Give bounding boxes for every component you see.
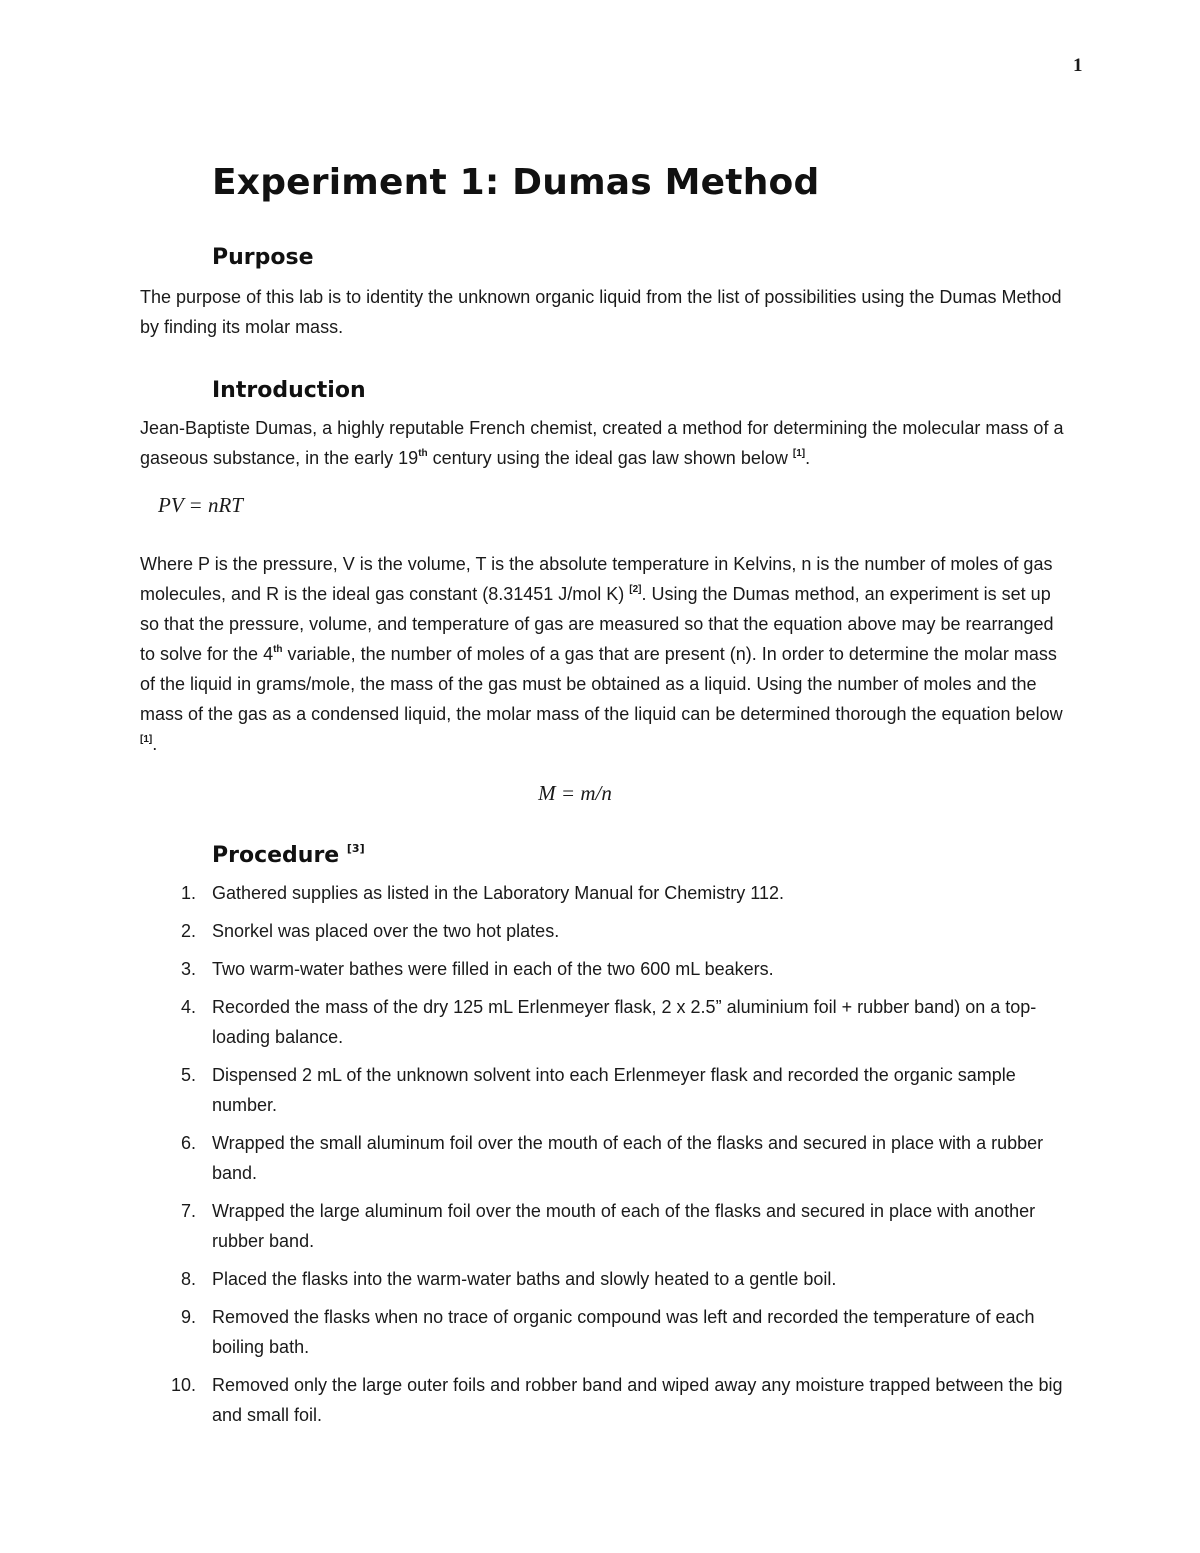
introduction-heading: Introduction xyxy=(212,378,366,403)
step-text: Snorkel was placed over the two hot plates. xyxy=(212,921,560,941)
purpose-text: The purpose of this lab is to identity the unknown organic liquid from the list of possibilities using the Dumas Method by finding its molar mass. xyxy=(140,287,1062,337)
intro-p2-text-a: Where P is the pressure, V is the volume, T is the absolute temperature in Kelvins, n is the number of moles of gas molecules, and R is the ideal gas constant (8.31451 J/mol K) xyxy=(140,554,1053,604)
intro-p2-text-b: . Using the Dumas method, an experiment is set up so that the pressure, volume, and temperature of gas are measured so that the equation above may be rearranged to solve for the 4 xyxy=(140,584,1054,664)
step-text: Gathered supplies as listed in the Laboratory Manual for Chemistry 112. xyxy=(212,883,784,903)
page-number: 1 xyxy=(1073,55,1083,76)
step-text: Dispensed 2 mL of the unknown solvent into each Erlenmeyer flask and recorded the organic sample number. xyxy=(212,1065,1016,1115)
step-number: 7. xyxy=(180,1201,196,1221)
procedure-heading-text: Procedure xyxy=(212,843,340,868)
list-item xyxy=(140,1370,1070,1430)
step-number: 5. xyxy=(180,1065,196,1085)
document-body xyxy=(140,162,1070,1438)
step-number: 8. xyxy=(180,1269,196,1289)
molar-mass-equation: M = m/n xyxy=(538,781,612,805)
intro-p2-text-c: variable, the number of moles of a gas that are present (n). In order to determine the molar mass of the liquid in grams/mole, the mass of the gas must be obtained as a liquid. Using the number of moles and the mass of the gas as a condensed liquid, the molar mass of the liquid can be determined thorough the equation below xyxy=(140,644,1063,724)
citation-ref: [1] xyxy=(792,448,806,459)
list-item xyxy=(140,1060,1070,1120)
intro-p1-text-a: Jean-Baptiste Dumas, a highly reputable French chemist, created a method for determining the molecular mass of a gaseous substance, in the early 19 xyxy=(140,418,1064,468)
step-text: Wrapped the large aluminum foil over the mouth of each of the flasks and secured in place with another rubber band. xyxy=(212,1201,1036,1251)
ordinal-suffix: th xyxy=(273,644,283,655)
step-number: 1. xyxy=(180,883,196,903)
document-title: Experiment 1: Dumas Method xyxy=(212,162,820,203)
step-text: Removed the flasks when no trace of organic compound was left and recorded the temperature of each boiling bath. xyxy=(212,1307,1035,1357)
intro-p2-end: . xyxy=(152,734,158,754)
procedure-heading xyxy=(140,843,1070,868)
step-number: 2. xyxy=(180,921,196,941)
citation-ref: [1] xyxy=(140,734,153,745)
list-item xyxy=(140,954,1070,984)
purpose-heading: Purpose xyxy=(212,245,314,270)
step-text: Wrapped the small aluminum foil over the mouth of each of the flasks and secured in place with a rubber band. xyxy=(212,1133,1044,1183)
step-text: Two warm-water bathes were filled in each of the two 600 mL beakers. xyxy=(212,959,774,979)
introduction-paragraph-1 xyxy=(140,413,1070,473)
step-text: Removed only the large outer foils and robber band and wiped away any moisture trapped between the big and small foil. xyxy=(212,1375,1063,1425)
step-text: Placed the flasks into the warm-water baths and slowly heated to a gentle boil. xyxy=(212,1269,837,1289)
step-number: 4. xyxy=(180,997,196,1017)
list-item xyxy=(140,916,1070,946)
citation-ref: [2] xyxy=(629,584,642,595)
list-item xyxy=(140,1128,1070,1188)
step-number: 9. xyxy=(180,1307,196,1327)
list-item xyxy=(140,1264,1070,1294)
list-item xyxy=(140,992,1070,1052)
list-item xyxy=(140,878,1070,908)
step-number: 10. xyxy=(170,1375,196,1395)
step-number: 3. xyxy=(180,959,196,979)
list-item xyxy=(140,1196,1070,1256)
intro-p1-end: . xyxy=(805,448,811,468)
step-number: 6. xyxy=(180,1133,196,1153)
ideal-gas-equation: PV = nRT xyxy=(158,493,243,517)
ordinal-suffix: th xyxy=(418,448,428,459)
list-item xyxy=(140,1302,1070,1362)
introduction-paragraph-2 xyxy=(140,549,1070,759)
intro-p1-text-b: century using the ideal gas law shown below xyxy=(427,448,793,468)
citation-ref: [3] xyxy=(346,841,365,855)
procedure-list xyxy=(140,878,1070,1430)
step-text: Recorded the mass of the dry 125 mL Erlenmeyer flask, 2 x 2.5” aluminium foil + rubber band) on a top-loading balance. xyxy=(212,997,1037,1047)
